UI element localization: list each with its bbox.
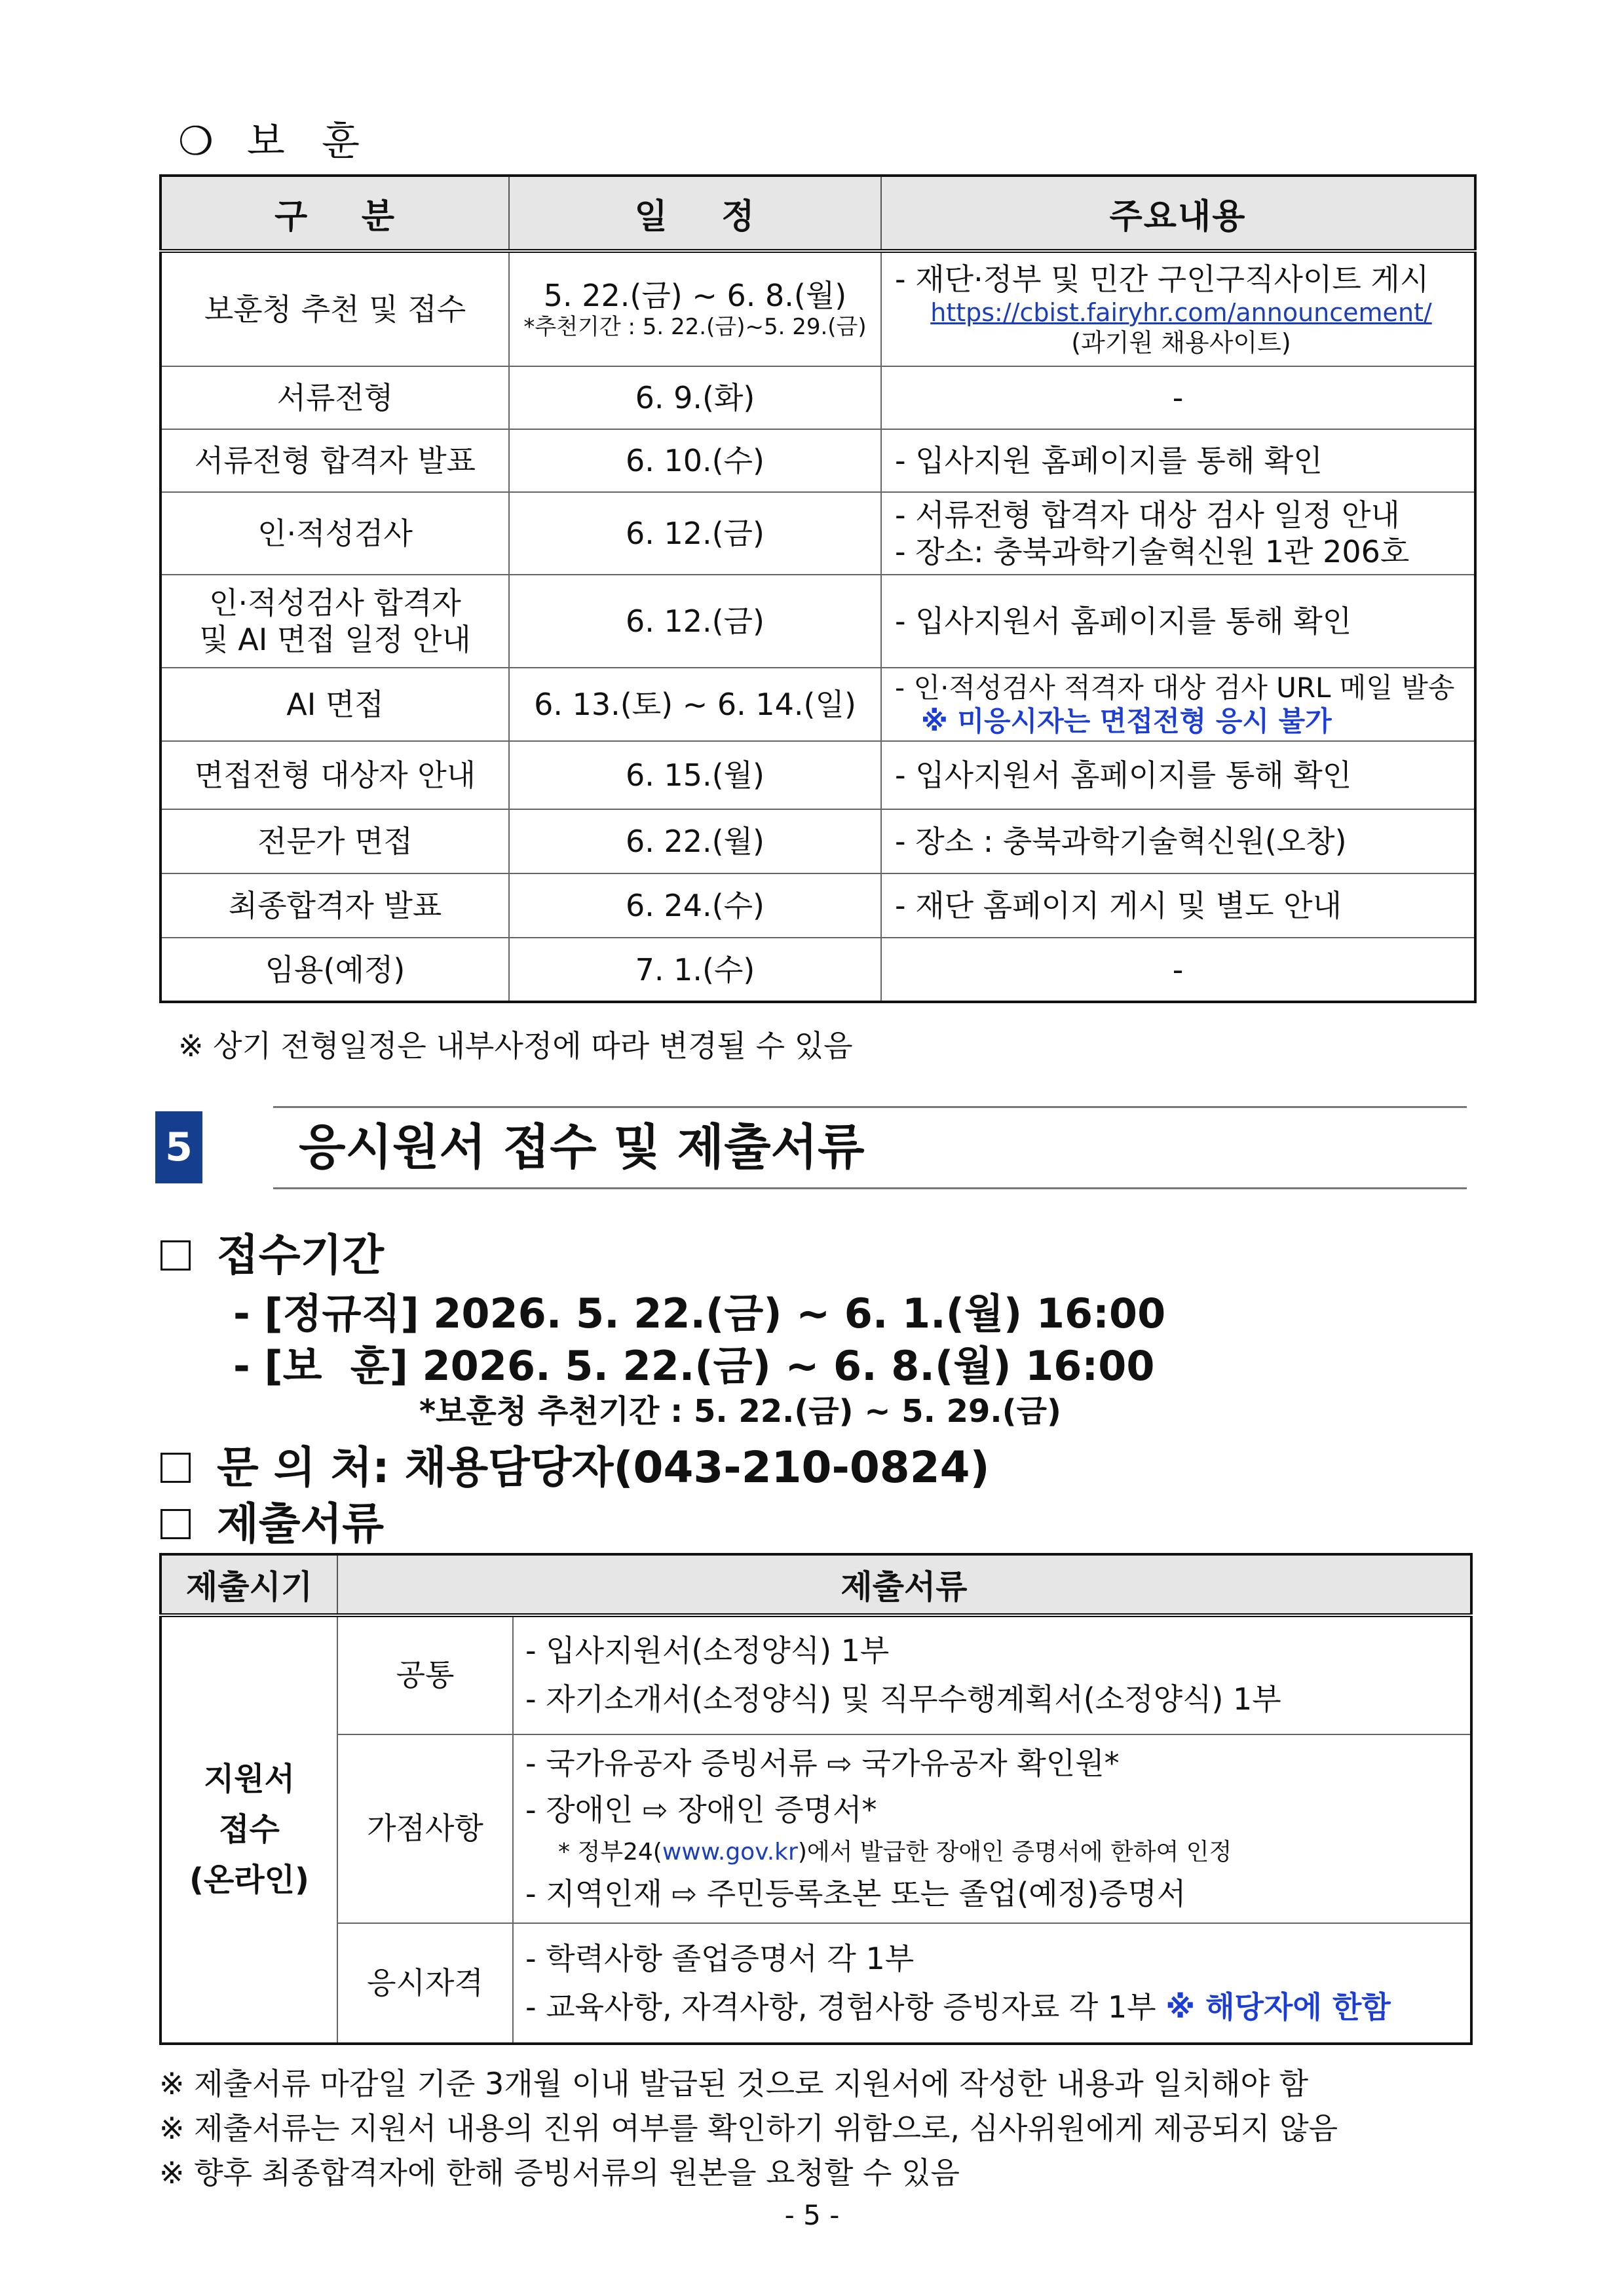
section-rule-bottom — [273, 1187, 1467, 1189]
contact-heading — [161, 1432, 990, 1495]
docs-group-name: 응시자격 — [337, 1923, 513, 2044]
schedule-content — [881, 492, 1475, 575]
table-row — [161, 873, 1475, 938]
schedule-header-content: 주요내용 — [881, 176, 1475, 251]
docs-group-items — [513, 1615, 1471, 1734]
docs-heading — [161, 1489, 384, 1551]
section-bohun-title: 보 훈 — [246, 119, 364, 164]
section-title: 응시원서 접수 및 제출서류 — [299, 1119, 865, 1176]
table-row — [161, 1923, 1471, 2044]
period-label: 접수기간 — [217, 1230, 385, 1280]
table-row — [161, 575, 1475, 668]
schedule-content: - — [881, 366, 1475, 429]
schedule-content: - 입사지원 홈페이지를 통해 확인 — [881, 429, 1475, 492]
schedule-category: 서류전형 합격자 발표 — [161, 429, 509, 492]
docs-item: - 장애인 ⇨ 장애인 증명서* — [525, 1792, 877, 1828]
docs-sub-note — [525, 1834, 1469, 1871]
table-row — [161, 1615, 1471, 1734]
table-row — [161, 366, 1475, 429]
schedule-date-sub: *추천기간 : 5. 22.(금)~5. 29.(금) — [523, 314, 867, 341]
table-row — [161, 492, 1475, 575]
docs-item: - 교육사항, 자격사항, 경험사항 증빙자료 각 1부 — [525, 1989, 1156, 2025]
schedule-category: 최종합격자 발표 — [161, 873, 509, 938]
schedule-content-warning: ※ 미응시자는 면접전형 응시 불가 — [921, 705, 1332, 738]
recruit-site-link[interactable]: https://cbist.fairyhr.com/announcement/ — [930, 297, 1432, 327]
docs-item: - 입사지원서(소정양식) 1부 — [525, 1633, 890, 1669]
docs-header-timing: 제출시기 — [161, 1554, 337, 1615]
schedule-category: 전문가 면접 — [161, 809, 509, 873]
docs-highlight: ※ 해당자에 한함 — [1165, 1989, 1391, 2025]
docs-item: - 국가유공자 증빙서류 ⇨ 국가유공자 확인원* — [525, 1746, 1120, 1782]
footnote: ※ 제출서류 마감일 기준 3개월 이내 발급된 것으로 지원서에 작성한 내용과 일치해야 함 — [159, 2066, 1309, 2101]
docs-group-name: 가점사항 — [337, 1734, 513, 1923]
schedule-content: - 장소 : 충북과학기술혁신원(오창) — [881, 809, 1475, 873]
schedule-date: 6. 15.(월) — [509, 741, 881, 809]
period-regular: - [정규직] 2026. 5. 22.(금) ~ 6. 1.(월) 16:00 — [233, 1290, 1166, 1337]
table-row — [161, 1734, 1471, 1923]
docs-group-items — [513, 1923, 1471, 2044]
table-row — [161, 741, 1475, 809]
period-bohun: - [보 훈] 2026. 5. 22.(금) ~ 6. 8.(월) 16:00 — [233, 1342, 1155, 1390]
docs-header-row — [161, 1554, 1471, 1615]
docs-item: - 학력사항 졸업증명서 각 1부 — [525, 1940, 915, 1976]
period-bohun-note: *보훈청 추천기간 : 5. 22.(금) ~ 5. 29.(금) — [419, 1393, 1061, 1430]
table-row — [161, 251, 1475, 366]
docs-label: 제출서류 — [217, 1499, 385, 1549]
recruit-site-note: (과기원 채용사이트) — [1071, 328, 1291, 358]
section-bohun-heading — [178, 110, 364, 166]
page-number: - 5 - — [784, 2199, 840, 2231]
schedule-category: AI 면접 — [161, 668, 509, 741]
checkbox-square-icon — [161, 1453, 191, 1483]
schedule-category: 서류전형 — [161, 366, 509, 429]
table-row — [161, 938, 1475, 1002]
schedule-content-line: - 인·적성검사 적격자 대상 검사 URL 메일 발송 — [895, 672, 1455, 704]
docs-item-with-highlight — [525, 1983, 1469, 2032]
docs-header-docs: 제출서류 — [337, 1554, 1471, 1615]
gov24-link[interactable]: www.gov.kr — [662, 1838, 798, 1866]
schedule-date: 7. 1.(수) — [509, 938, 881, 1002]
schedule-content: - 입사지원서 홈페이지를 통해 확인 — [881, 741, 1475, 809]
schedule-category — [161, 575, 509, 668]
docs-item: - 자기소개서(소정양식) 및 직무수행계획서(소정양식) 1부 — [525, 1681, 1281, 1717]
circle-bullet-icon: ❍ — [178, 119, 217, 164]
schedule-content-line: - 장소: 충북과학기술혁신원 1관 206호 — [895, 534, 1410, 569]
docs-sub-note-post: )에서 발급한 장애인 증명서에 한하여 인정 — [797, 1838, 1232, 1866]
schedule-category-line: 및 AI 면접 일정 안내 — [199, 622, 471, 657]
schedule-date — [509, 251, 881, 366]
table-row — [161, 809, 1475, 873]
docs-group-name: 공통 — [337, 1615, 513, 1734]
documents-table — [159, 1553, 1473, 2045]
section-rule-top — [273, 1106, 1467, 1108]
schedule-date: 6. 10.(수) — [509, 429, 881, 492]
schedule-content-line: - 재단·정부 및 민간 구인구직사이트 게시 — [895, 261, 1429, 297]
footnote: ※ 향후 최종합격자에 한해 증빙서류의 원본을 요청할 수 있음 — [159, 2155, 960, 2191]
docs-sub-note-pre: * 정부24( — [558, 1838, 662, 1866]
docs-item: - 지역인재 ⇨ 주민등록초본 또는 졸업(예정)증명서 — [525, 1875, 1186, 1911]
docs-timing-line: 지원서 — [203, 1761, 295, 1798]
section-number-badge: 5 — [155, 1111, 202, 1183]
schedule-date: 6. 22.(월) — [509, 809, 881, 873]
table-row — [161, 429, 1475, 492]
schedule-date: 6. 13.(토) ~ 6. 14.(일) — [509, 668, 881, 741]
schedule-content: - — [881, 938, 1475, 1002]
schedule-content-line: - 서류전형 합격자 대상 검사 일정 안내 — [895, 497, 1400, 533]
docs-timing-line: (온라인) — [189, 1861, 309, 1898]
schedule-header-date: 일 정 — [509, 176, 881, 251]
schedule-table — [159, 174, 1477, 1003]
schedule-content — [881, 251, 1475, 366]
schedule-category-line: 인·적성검사 합격자 — [209, 584, 461, 621]
table-row — [161, 668, 1475, 741]
docs-timing-cell — [161, 1615, 337, 2044]
schedule-note: ※ 상기 전형일정은 내부사정에 따라 변경될 수 있음 — [178, 1028, 853, 1063]
schedule-header-category: 구 분 — [161, 176, 509, 251]
schedule-date: 6. 12.(금) — [509, 575, 881, 668]
schedule-category: 임용(예정) — [161, 938, 509, 1002]
schedule-category: 보훈청 추천 및 접수 — [161, 251, 509, 366]
checkbox-square-icon — [161, 1240, 191, 1271]
schedule-date-main: 5. 22.(금) ~ 6. 8.(월) — [543, 278, 847, 314]
docs-group-items — [513, 1734, 1471, 1923]
schedule-category: 인·적성검사 — [161, 492, 509, 575]
schedule-date: 6. 12.(금) — [509, 492, 881, 575]
docs-timing-line: 접수 — [219, 1811, 280, 1848]
footnote: ※ 제출서류는 지원서 내용의 진위 여부를 확인하기 위함으로, 심사위원에게 제공되지 않음 — [159, 2111, 1338, 2146]
schedule-content: - 입사지원서 홈페이지를 통해 확인 — [881, 575, 1475, 668]
schedule-date: 6. 24.(수) — [509, 873, 881, 938]
schedule-date: 6. 9.(화) — [509, 366, 881, 429]
schedule-content — [881, 668, 1475, 741]
schedule-content: - 재단 홈페이지 게시 및 별도 안내 — [881, 873, 1475, 938]
schedule-header-row — [161, 176, 1475, 251]
contact-text: 문 의 처: 채용담당자(043-210-0824) — [217, 1442, 990, 1493]
checkbox-square-icon — [161, 1509, 191, 1539]
schedule-category: 면접전형 대상자 안내 — [161, 741, 509, 809]
period-heading — [161, 1220, 384, 1282]
